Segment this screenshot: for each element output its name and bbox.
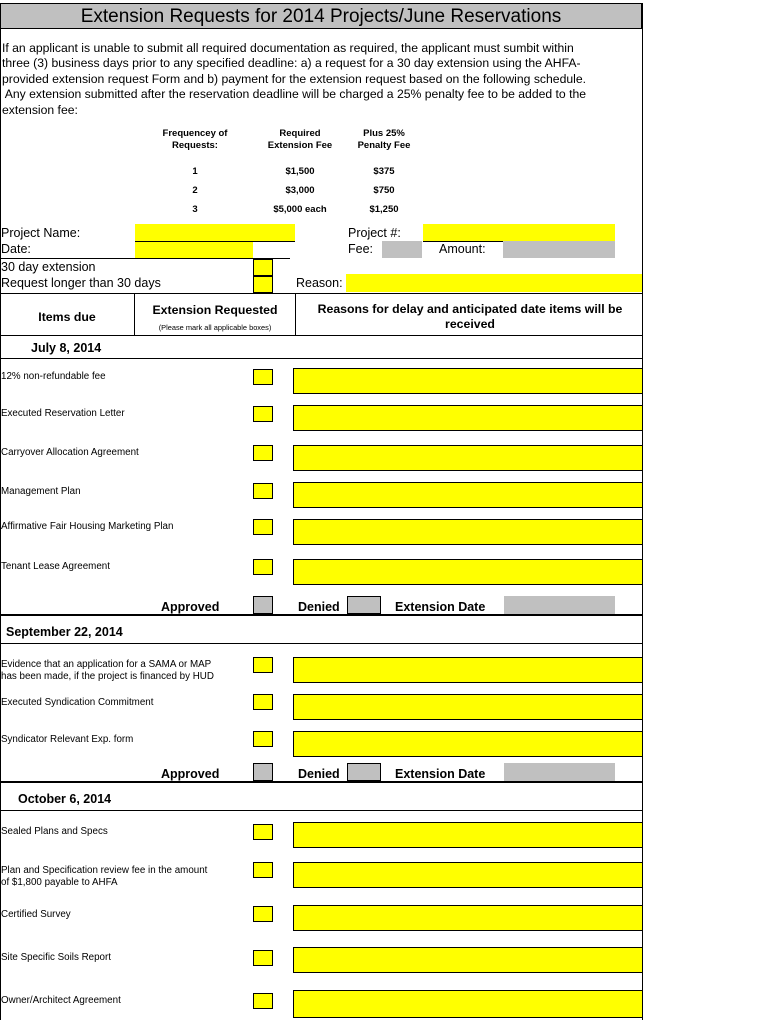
intro-text — [2, 41, 640, 118]
extension-date-field[interactable] — [504, 763, 615, 781]
section-date: September 22, 2014 — [6, 625, 123, 639]
reason-input[interactable] — [293, 445, 643, 471]
intro-line: extension fee: — [2, 102, 78, 117]
item-label: Sealed Plans and Specs — [1, 826, 108, 837]
item-label: Site Specific Soils Report — [1, 952, 111, 963]
schedule-header-penalty: Plus 25% Penalty Fee — [357, 128, 411, 151]
longer-request-label: Request longer than 30 days — [1, 276, 161, 290]
schedule-cell: $375 — [373, 166, 395, 177]
reason-field[interactable] — [346, 274, 642, 292]
item-label: Carryover Allocation Agreement — [1, 447, 139, 458]
denied-label: Denied — [298, 600, 340, 614]
schedule-header-fee: Required Extension Fee — [267, 128, 333, 151]
intro-line: three (3) business days prior to any specified deadline: a) a request for a 30 day extension using the AHFA- — [2, 56, 581, 71]
approved-checkbox[interactable] — [253, 763, 273, 781]
schedule-cell: 1 — [192, 166, 198, 177]
item-checkbox[interactable] — [253, 483, 273, 499]
divider — [0, 614, 643, 616]
item-label: Executed Syndication Commitment — [1, 697, 154, 708]
schedule-cell: 3 — [192, 204, 198, 215]
divider — [0, 258, 290, 259]
amount-field[interactable] — [503, 241, 615, 258]
reason-input[interactable] — [293, 657, 643, 683]
mark-boxes-note: (Please mark all applicable boxes) — [158, 323, 272, 332]
item-checkbox[interactable] — [253, 694, 273, 710]
reason-input[interactable] — [293, 368, 643, 394]
item-checkbox[interactable] — [253, 445, 273, 461]
schedule-cell: $3,000 — [285, 185, 315, 196]
reason-input[interactable] — [293, 822, 643, 848]
reason-input[interactable] — [293, 519, 643, 545]
date-field[interactable] — [135, 242, 253, 258]
denied-label: Denied — [298, 767, 340, 781]
approved-label: Approved — [161, 600, 220, 614]
approved-checkbox[interactable] — [253, 596, 273, 614]
thirty-day-label: 30 day extension — [1, 260, 96, 274]
item-checkbox[interactable] — [253, 993, 273, 1009]
section-date: July 8, 2014 — [31, 341, 102, 355]
item-checkbox[interactable] — [253, 369, 273, 385]
item-checkbox[interactable] — [253, 950, 273, 966]
fee-field[interactable] — [382, 241, 422, 258]
reason-input[interactable] — [293, 947, 643, 973]
amount-label: Amount: — [439, 242, 486, 256]
reason-input[interactable] — [293, 482, 643, 508]
reason-input[interactable] — [293, 990, 643, 1018]
reason-input[interactable] — [293, 405, 643, 431]
schedule-cell: $1,250 — [369, 204, 399, 215]
reason-input[interactable] — [293, 731, 643, 757]
reasons-header: Reasons for delay and anticipated date items will be received — [317, 302, 623, 331]
item-checkbox[interactable] — [253, 862, 273, 878]
divider — [295, 293, 296, 336]
project-number-field[interactable] — [423, 224, 615, 242]
denied-checkbox[interactable] — [347, 763, 381, 781]
divider — [0, 358, 643, 359]
item-checkbox[interactable] — [253, 519, 273, 535]
divider — [0, 643, 643, 644]
schedule-cell: $750 — [373, 185, 395, 196]
divider — [0, 810, 643, 811]
extension-date-label: Extension Date — [395, 767, 486, 781]
item-label: Tenant Lease Agreement — [1, 561, 110, 572]
item-label: Evidence that an application for a SAMA or MAP has been made, if the project is financed by HUD — [1, 659, 214, 682]
item-label: Syndicator Relevant Exp. form — [1, 734, 134, 745]
schedule-header-frequency: Frequencey of Requests: — [162, 128, 228, 151]
reason-input[interactable] — [293, 905, 643, 931]
reason-label: Reason: — [296, 276, 343, 290]
extension-date-label: Extension Date — [395, 600, 486, 614]
item-checkbox[interactable] — [253, 824, 273, 840]
item-label: Certified Survey — [1, 909, 71, 920]
extension-date-field[interactable] — [504, 596, 615, 614]
approved-label: Approved — [161, 767, 220, 781]
item-label: Plan and Specification review fee in the amount of $1,800 payable to AHFA — [1, 865, 208, 888]
item-label: Executed Reservation Letter — [1, 408, 125, 419]
divider — [0, 293, 643, 294]
divider — [0, 335, 643, 336]
fee-label: Fee: — [348, 242, 374, 256]
denied-checkbox[interactable] — [347, 596, 381, 614]
reason-input[interactable] — [293, 694, 643, 720]
divider — [0, 781, 643, 783]
item-checkbox[interactable] — [253, 559, 273, 575]
reason-input[interactable] — [293, 559, 643, 585]
item-label: Affirmative Fair Housing Marketing Plan — [1, 521, 174, 532]
section-date: October 6, 2014 — [18, 792, 112, 806]
item-label: Management Plan — [1, 486, 81, 497]
schedule-cell: $1,500 — [285, 166, 315, 177]
item-checkbox[interactable] — [253, 657, 273, 673]
extension-requested-header: Extension Requested — [152, 303, 278, 317]
page-title: Extension Requests for 2014 Projects/June Reservations — [0, 3, 642, 29]
items-due-header: Items due — [38, 310, 96, 324]
item-label: 12% non-refundable fee — [1, 371, 106, 382]
schedule-cell: $5,000 each — [273, 204, 327, 215]
item-label: Owner/Architect Agreement — [1, 995, 121, 1006]
project-number-label: Project #: — [348, 226, 401, 240]
intro-line: If an applicant is unable to submit all required documentation as required, the applicant must sumbit within — [2, 41, 574, 55]
thirty-day-checkbox[interactable] — [253, 259, 273, 276]
item-checkbox[interactable] — [253, 731, 273, 747]
intro-line: provided extension request Form and b) payment for the extension request based on the following schedule. — [2, 71, 587, 86]
schedule-cell: 2 — [192, 185, 198, 196]
intro-line: Any extension submitted after the reservation deadline will be charged a 25% penalty fee to be added to the — [2, 87, 587, 102]
reason-input[interactable] — [293, 862, 643, 888]
project-name-label: Project Name: — [1, 226, 81, 240]
date-label: Date: — [1, 242, 31, 256]
project-name-field[interactable] — [135, 224, 295, 242]
item-checkbox[interactable] — [253, 406, 273, 422]
longer-request-checkbox[interactable] — [253, 276, 273, 293]
item-checkbox[interactable] — [253, 906, 273, 922]
